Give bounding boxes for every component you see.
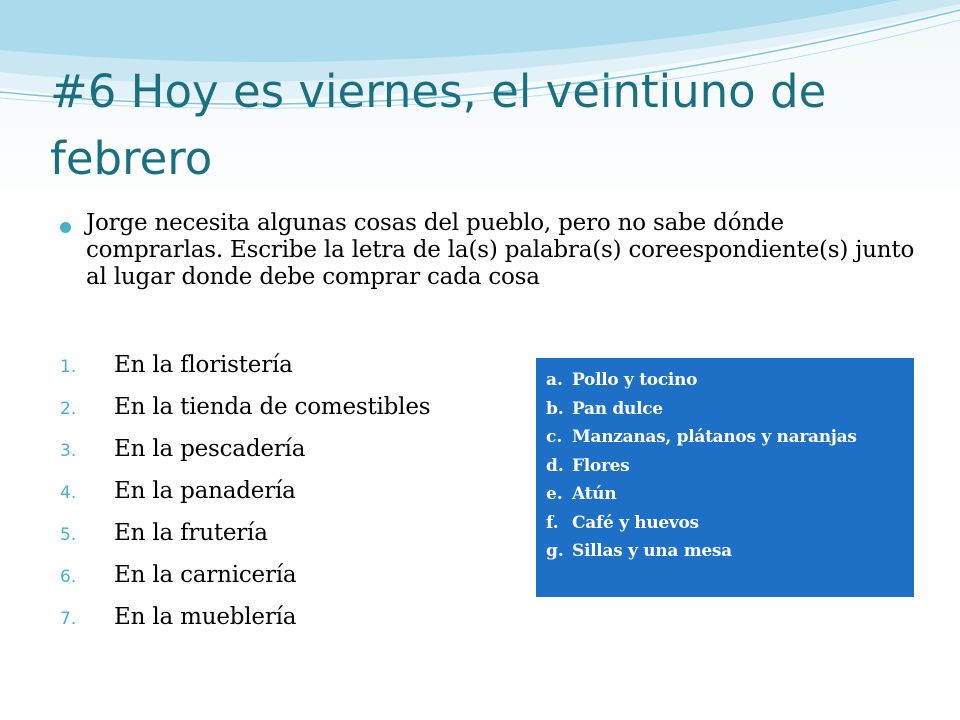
option-letter: e. <box>546 484 563 504</box>
answer-option <box>546 480 906 509</box>
answer-option <box>546 537 906 566</box>
option-letter: a. <box>546 370 563 390</box>
answer-option <box>546 423 906 452</box>
option-text: Café y huevos <box>572 512 699 533</box>
item-number: 1. <box>60 357 77 377</box>
list-item <box>60 520 500 562</box>
option-text: Pan dulce <box>572 398 663 419</box>
option-letter: b. <box>546 398 564 419</box>
option-text: Manzanas, plátanos y naranjas <box>572 427 857 447</box>
option-letter: d. <box>546 455 564 476</box>
item-number: 2. <box>60 399 77 419</box>
option-text: Flores <box>572 455 630 476</box>
option-letter: c. <box>546 427 563 447</box>
item-label: En la frutería <box>114 520 268 546</box>
bullet-dot-icon <box>60 222 71 233</box>
option-text: Sillas y una mesa <box>572 541 732 561</box>
item-number: 5. <box>60 525 77 545</box>
item-label: En la pescadería <box>114 436 306 462</box>
list-item <box>60 394 500 436</box>
list-item <box>60 352 500 394</box>
item-number: 3. <box>60 441 77 461</box>
item-label: En la carnicería <box>114 562 297 588</box>
item-number: 4. <box>60 483 77 503</box>
list-item <box>60 478 500 520</box>
answer-option <box>546 366 906 395</box>
option-text: Pollo y tocino <box>572 370 698 390</box>
option-letter: g. <box>546 541 564 561</box>
places-list <box>60 352 500 646</box>
instructions-paragraph <box>60 210 915 291</box>
list-item <box>60 604 500 646</box>
list-item <box>60 436 500 478</box>
option-text: Atún <box>572 484 617 504</box>
item-label: En la panadería <box>114 478 296 504</box>
answer-option <box>546 452 906 481</box>
item-label: En la floristería <box>114 352 293 378</box>
item-label: En la mueblería <box>114 604 297 630</box>
slide-title: #6 Hoy es viernes, el veintiuno de febrero <box>50 65 827 185</box>
item-label: En la tienda de comestibles <box>114 394 431 420</box>
answer-option <box>546 509 906 538</box>
answer-options-box <box>536 358 914 597</box>
option-letter: f. <box>546 512 559 533</box>
answer-option <box>546 395 906 424</box>
item-number: 7. <box>60 609 77 629</box>
list-item <box>60 562 500 604</box>
instructions-text: Jorge necesita algunas cosas del pueblo, pero no sabe dónde comprarlas. Escribe la letra de la(s) palabra(s) coreespondiente(s) junto al lugar donde debe comprar cada cosa <box>86 210 915 290</box>
item-number: 6. <box>60 567 77 587</box>
